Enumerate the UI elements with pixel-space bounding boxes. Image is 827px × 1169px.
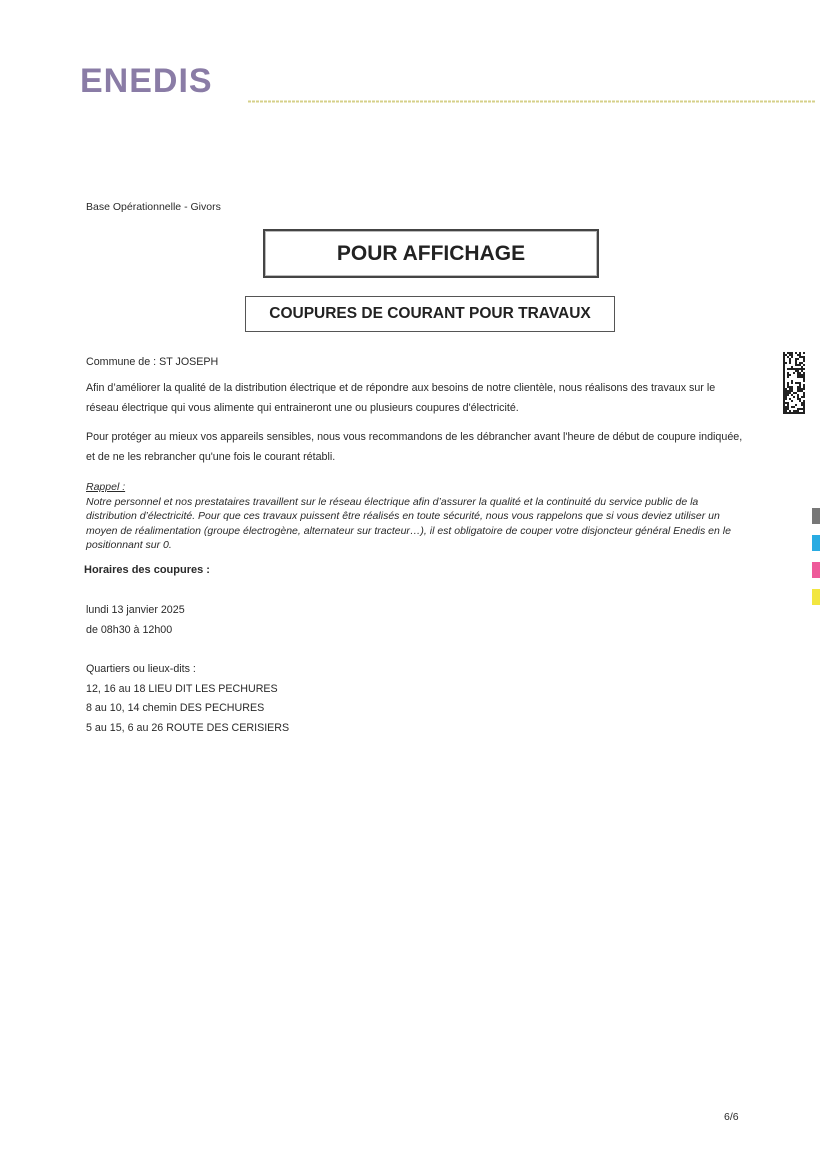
registration-mark-gray — [812, 508, 820, 524]
horaires-title: Horaires des coupures : — [84, 564, 210, 576]
enedis-logo — [80, 62, 240, 98]
quartier-item: 12, 16 au 18 LIEU DIT LES PECHURES — [86, 683, 278, 695]
quartier-item: 8 au 10, 14 chemin DES PECHURES — [86, 702, 265, 714]
header-rule — [248, 90, 816, 93]
horaires-date: lundi 13 janvier 2025 — [86, 604, 185, 616]
rappel-text: Notre personnel et nos prestataires travaillent sur le réseau électrique afin d’assurer la qualité et la continuité du service public de la distribution d’électricité. Pour que ces travaux puissent être réalisés en toute sécurité, nous vous rappelons que si vous deviez utiliser un moyen de réalimentation (groupe électrogène, alternateur sur tracteur…), il est obligatoire de couper votre disjoncteur général Enedis en le positionnant sur 0. — [86, 495, 731, 551]
registration-mark-yellow — [812, 589, 820, 605]
intro-paragraph: Afin d’améliorer la qualité de la distribution électrique et de répondre aux besoins de notre clientèle, nous réalisons des travaux sur le réseau électrique qui vous alimente qui entraineront une ou plusieurs coupures d'électricité. — [86, 382, 716, 414]
datamatrix-code — [783, 352, 805, 414]
horaires-time: de 08h30 à 12h00 — [86, 624, 173, 636]
svg-text:ENEDIS: ENEDIS — [80, 62, 213, 98]
commune-line: Commune de : ST JOSEPH — [86, 356, 219, 368]
quartier-item: 5 au 15, 6 au 26 ROUTE DES CERISIERS — [86, 722, 290, 734]
pour-affichage-title: POUR AFFICHAGE — [263, 229, 599, 278]
rappel-title: Rappel : — [86, 481, 126, 493]
page-number: 6/6 — [724, 1111, 739, 1123]
advice-paragraph: Pour protéger au mieux vos appareils sensibles, nous vous recommandons de les débrancher avant l'heure de début de coupure indiquée, et de ne les rebrancher qu'une fois le courant rétabli. — [86, 431, 743, 463]
base-operationnelle: Base Opérationnelle - Givors — [86, 201, 221, 213]
quartiers-title: Quartiers ou lieux-dits : — [86, 663, 196, 675]
registration-mark-cyan — [812, 535, 820, 551]
rappel-block — [86, 480, 746, 553]
coupures-subtitle: COUPURES DE COURANT POUR TRAVAUX — [245, 296, 615, 332]
registration-mark-magenta — [812, 562, 820, 578]
